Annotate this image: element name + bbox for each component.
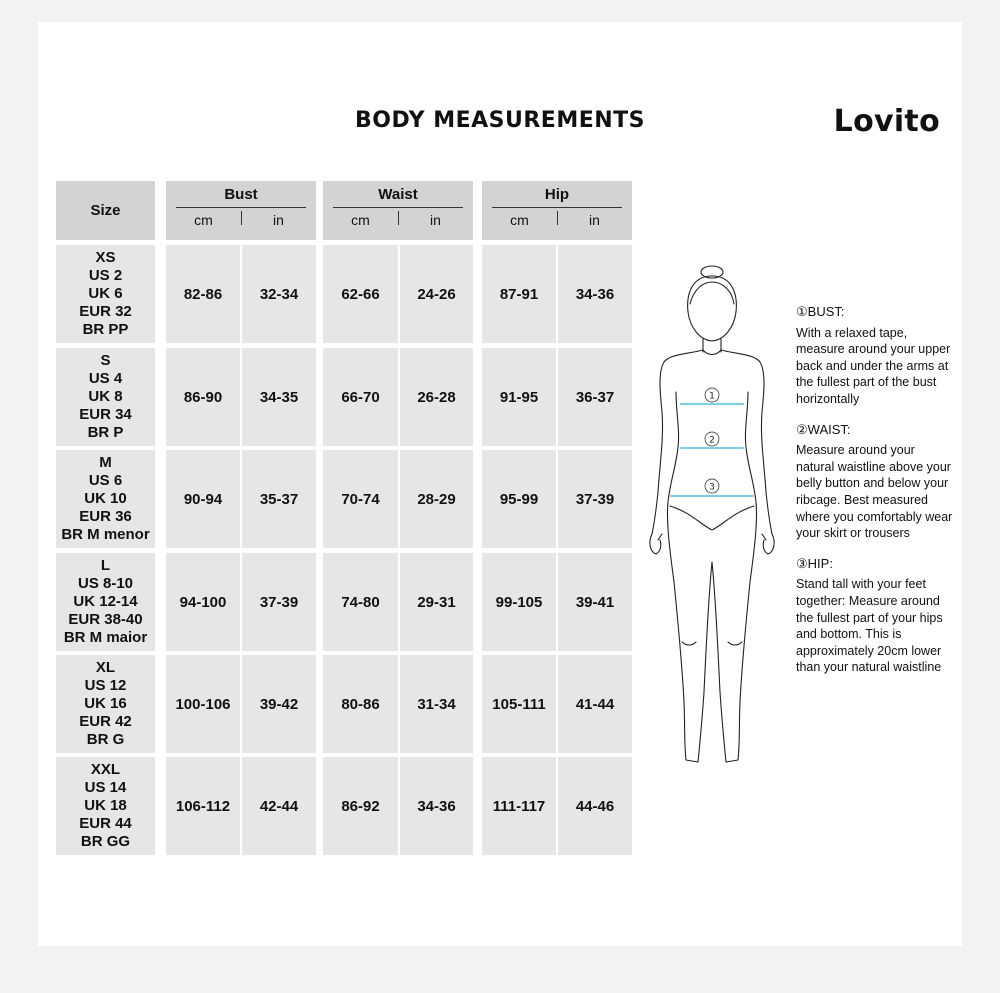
size-label-cell — [56, 757, 155, 855]
measurement-cell: 86-90 — [166, 348, 240, 446]
measurement-cell: 34-36 — [558, 245, 632, 343]
head-outline — [688, 276, 737, 341]
measurement-cell: 111-117 — [482, 757, 556, 855]
size-label-line: XL — [95, 659, 116, 676]
column-group-header-waist — [323, 181, 473, 240]
unit-label-cm: cm — [351, 212, 370, 228]
size-label-cell — [56, 553, 155, 651]
size-label-line: US 6 — [88, 472, 123, 489]
unit-label-in: in — [273, 212, 284, 228]
measurement-cell: 32-34 — [242, 245, 316, 343]
unit-label-in: in — [589, 212, 600, 228]
size-label-line: UK 10 — [84, 490, 127, 507]
size-label-line: EUR 34 — [79, 406, 132, 423]
measurement-cell: 95-99 — [482, 450, 556, 548]
size-label-line: EUR 36 — [79, 508, 132, 525]
measurement-cell: 34-35 — [242, 348, 316, 446]
measurement-cell: 26-28 — [400, 348, 473, 446]
underwear-line — [670, 506, 754, 530]
measurement-cell: 74-80 — [323, 553, 398, 651]
unit-label-cm: cm — [510, 212, 529, 228]
size-header-label: Size — [90, 202, 121, 219]
measurement-cell: 106-112 — [166, 757, 240, 855]
size-label-line: BR P — [87, 424, 124, 441]
group-name: Hip — [544, 186, 570, 203]
measurement-cell: 99-105 — [482, 553, 556, 651]
bust-marker-number: 1 — [709, 391, 715, 402]
measurement-cell: 100-106 — [166, 655, 240, 753]
size-label-lines — [79, 659, 132, 749]
size-label-lines — [79, 761, 132, 851]
size-label-line: UK 12-14 — [73, 593, 138, 610]
size-label-lines — [79, 249, 132, 339]
size-label-line: EUR 42 — [79, 713, 132, 730]
group-name: Waist — [378, 186, 418, 203]
size-label-line: UK 8 — [88, 388, 123, 405]
measurement-cell: 31-34 — [400, 655, 473, 753]
size-label-line: EUR 38-40 — [68, 611, 143, 628]
measurement-cell: 66-70 — [323, 348, 398, 446]
right-side-body — [745, 392, 756, 502]
size-label-line: UK 6 — [88, 285, 123, 302]
measurement-cell: 28-29 — [400, 450, 473, 548]
size-label-line: UK 18 — [84, 797, 127, 814]
group-underline — [333, 207, 463, 208]
hair-line — [690, 282, 734, 304]
waist-marker-number: 2 — [709, 435, 715, 446]
measurement-instructions — [796, 304, 956, 690]
waist-note-body: Measure around your natural waistline above your belly button and below your ribcage. Best measured where you comfortably wear your skirt or trousers — [796, 443, 953, 541]
measurement-cell: 24-26 — [400, 245, 473, 343]
size-label-line: EUR 32 — [79, 303, 132, 320]
size-label-lines — [64, 557, 147, 647]
waist-note-title: ②WAIST: — [796, 421, 851, 437]
measurement-cell: 44-46 — [558, 757, 632, 855]
size-label-line: M — [99, 454, 112, 471]
measurement-cell: 105-111 — [482, 655, 556, 753]
size-label-cell — [56, 348, 155, 446]
measurement-cell: 70-74 — [323, 450, 398, 548]
hip-note-body: Stand tall with your feet together: Measure around the fullest part of your hips and bottom. This is approximately 20cm lower than your natural waistline — [796, 577, 943, 675]
measurement-cell: 39-41 — [558, 553, 632, 651]
size-label-lines — [61, 454, 149, 544]
group-name: Bust — [224, 186, 258, 203]
size-label-line: US 4 — [88, 370, 123, 387]
measurement-cell: 94-100 — [166, 553, 240, 651]
measurement-cell: 80-86 — [323, 655, 398, 753]
size-label-line: UK 16 — [84, 695, 127, 712]
measurement-cell: 34-36 — [400, 757, 473, 855]
size-label-line: US 2 — [88, 267, 123, 284]
bust-note-body: With a relaxed tape, measure around your upper back and under the arms at the fullest part of the bust horizontally — [796, 325, 951, 406]
hip-outline — [667, 502, 756, 762]
unit-label-in: in — [430, 212, 441, 228]
size-column-header — [56, 181, 155, 240]
hip-marker-number: 3 — [709, 482, 715, 493]
size-label-line: XS — [95, 249, 116, 266]
size-label-line: BR GG — [80, 833, 131, 850]
size-label-line: BR M menor — [61, 526, 150, 543]
page-title: BODY MEASUREMENTS — [354, 108, 646, 133]
size-label-lines — [79, 352, 132, 442]
size-label-line: EUR 44 — [79, 815, 132, 832]
size-label-cell — [56, 245, 155, 343]
measurement-cell: 37-39 — [558, 450, 632, 548]
group-underline — [176, 207, 306, 208]
size-label-line: US 8-10 — [77, 575, 134, 592]
measurement-cell: 41-44 — [558, 655, 632, 753]
unit-label-cm: cm — [194, 212, 213, 228]
size-label-cell — [56, 655, 155, 753]
measurement-cell: 36-37 — [558, 348, 632, 446]
column-group-header-hip — [482, 181, 632, 240]
measurement-cell: 29-31 — [400, 553, 473, 651]
measurement-cell: 35-37 — [242, 450, 316, 548]
measurement-cell: 82-86 — [166, 245, 240, 343]
size-label-line: XXL — [90, 761, 121, 778]
size-label-line: BR M maior — [63, 629, 148, 646]
body-figure-illustration — [640, 262, 790, 772]
size-label-line: US 14 — [84, 779, 127, 796]
left-hand — [650, 534, 662, 554]
column-group-header-bust — [166, 181, 316, 240]
size-label-line: BR G — [86, 731, 125, 748]
left-side-body — [668, 392, 679, 502]
measurement-cell: 87-91 — [482, 245, 556, 343]
bust-note-title: ①BUST: — [796, 304, 845, 319]
brand-logo: Lovito — [833, 104, 940, 139]
measurement-cell: 90-94 — [166, 450, 240, 548]
measurement-cell: 86-92 — [323, 757, 398, 855]
neckline — [703, 350, 721, 355]
size-label-line: L — [100, 557, 111, 574]
measurement-cell: 42-44 — [242, 757, 316, 855]
knee-lines — [682, 642, 742, 645]
measurement-cell: 39-42 — [242, 655, 316, 753]
size-label-line: BR PP — [82, 321, 129, 338]
measurement-cell: 91-95 — [482, 348, 556, 446]
size-label-line: S — [100, 352, 111, 369]
size-label-cell — [56, 450, 155, 548]
measurement-cell: 62-66 — [323, 245, 398, 343]
hip-note-title: ③HIP: — [796, 555, 833, 571]
group-underline — [492, 207, 622, 208]
measurement-cell: 37-39 — [242, 553, 316, 651]
size-label-line: US 12 — [84, 677, 127, 694]
right-hand — [762, 534, 774, 554]
